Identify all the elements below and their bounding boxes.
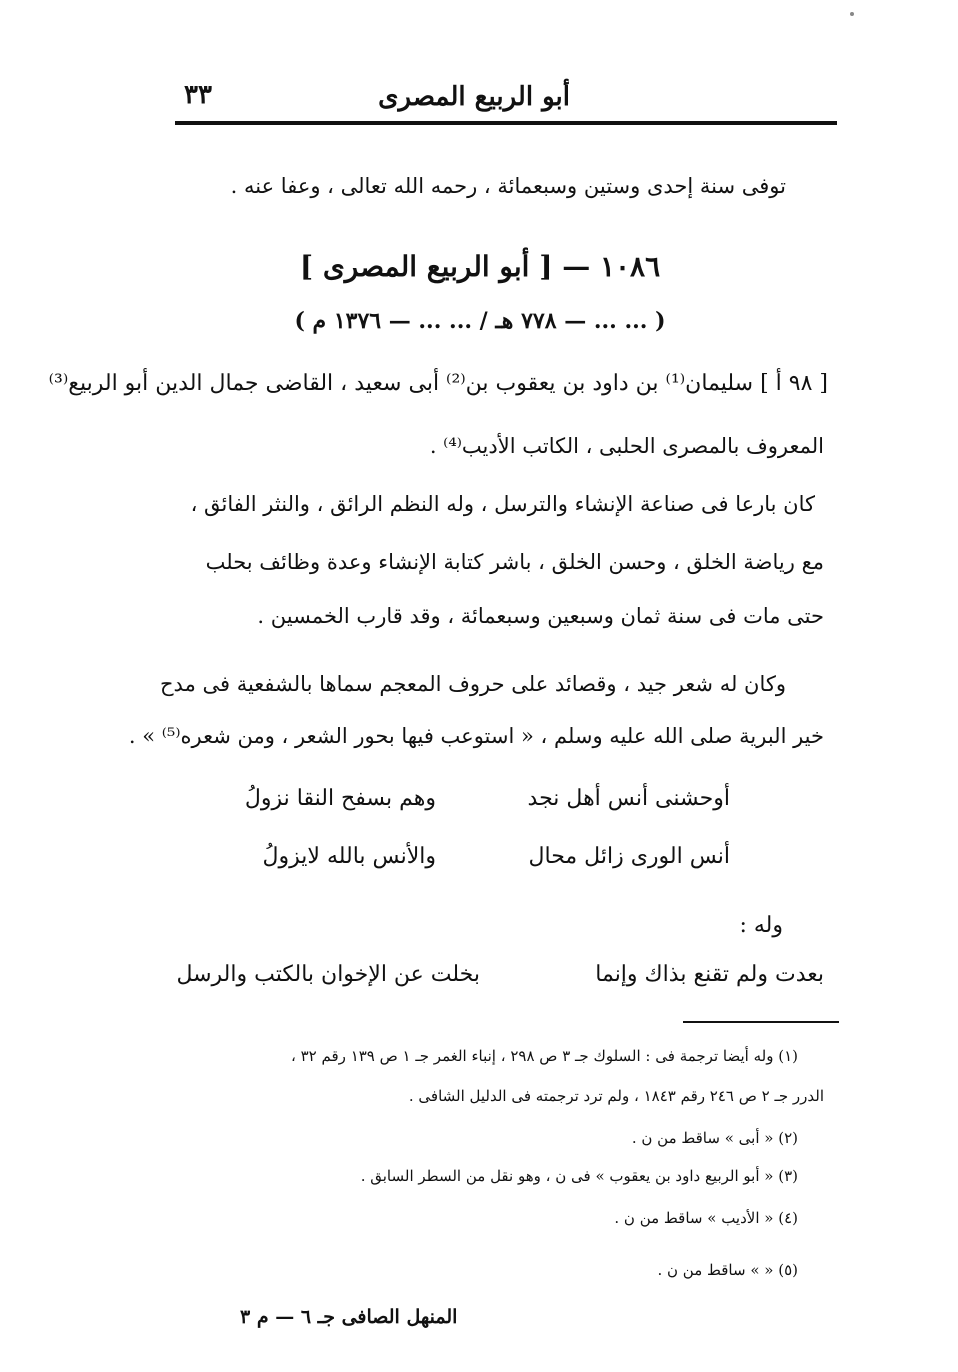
para1-line-3: حتى مات فى سنة ثمان وسبعين وسبعمائة ، وقد قارب الخمسين . — [257, 604, 824, 628]
printer-signature: المنهل الصافى جـ ٦ — م ٣ — [240, 1306, 458, 1328]
footnote-1-line-2: الدرر جـ ٢ ص ٢٤٦ رقم ١٨٤٣ ، ولم ترد ترجمته فى الدليل الشافى . — [408, 1087, 824, 1105]
verse-2-first-hemistich: أنس الورى زائل محال — [528, 844, 730, 869]
verse-3-first-hemistich: بعدت ولم تقنع بذاك وإنما — [595, 962, 824, 987]
verse-3-second-hemistich: بخلت عن الإخوان بالكتب والرسل — [176, 962, 480, 987]
bio-line-1: [ ٩٨ أ ] سليمان⁽¹⁾ بن داود بن يعقوب بن⁽²⁾ أبى سعيد ، القاضى جمال الدين أبو الربيع⁽³⁾ — [48, 371, 828, 396]
verse-1-second-hemistich: وهم بسفح النقا نزولُ — [244, 786, 436, 811]
footnote-2: (٢) « أبى » ساقط من ن . — [631, 1129, 798, 1147]
para2-line-2: خير البرية صلى الله عليه وسلم ، « استوعب فيها بحور الشعر ، ومن شعره⁽⁵⁾ » . — [128, 724, 824, 748]
previous-entry-end: توفى سنة إحدى وستين وسبعمائة ، رحمه الله تعالى ، وعفا عنه . — [230, 174, 786, 198]
verse-2-second-hemistich: والأنس بالله لايزولُ — [262, 844, 436, 869]
entry-dates: ( ... ... — ٧٧٨ هـ / ... ... — ١٣٧٦ م ) — [294, 308, 666, 334]
footnote-4: (٤) « الأديب » ساقط من ن . — [614, 1209, 798, 1227]
bio-line-2: المعروف بالمصرى الحلبى ، الكاتب الأديب⁽⁴⁾ . — [429, 434, 824, 458]
header-rule — [175, 121, 837, 125]
footnote-1-line-1: (١) وله أيضا ترجمة فى : السلوك جـ ٣ ص ٢٩٨ ، إنباء الغمر جـ ١ ص ١٣٩ رقم ٣٢ ، — [291, 1047, 798, 1065]
entry-title: ١٠٨٦ — [ أبو الربيع المصرى ] — [299, 250, 661, 283]
paper-speck — [850, 12, 854, 16]
verse-1-first-hemistich: أوحشنى أنس أهل نجد — [527, 786, 730, 811]
running-title: أبو الربيع المصرى — [378, 82, 570, 112]
para2-line-1: وكان له شعر جيد ، وقصائد على حروف المعجم سماها بالشفعية فى مدح — [159, 672, 786, 696]
page-number: ٣٣ — [184, 80, 212, 110]
footnote-5: (٥) « » ساقط من ن . — [657, 1261, 798, 1279]
footnote-rule — [683, 1021, 839, 1023]
footnote-3: (٣) « أبو الربيع داود بن يعقوب » فى ن ، وهو نقل من السطر السابق . — [360, 1167, 798, 1185]
para1-line-2: مع رياضة الخلق ، وحسن الخلق ، باشر كتابة الإنشاء وعدة وظائف بحلب — [205, 550, 824, 574]
verse-intro: وله : — [739, 913, 783, 938]
para1-line-1: كان بارعا فى صناعة الإنشاء والترسل ، وله النظم الرائق ، والنثر الفائق ، — [190, 492, 815, 516]
